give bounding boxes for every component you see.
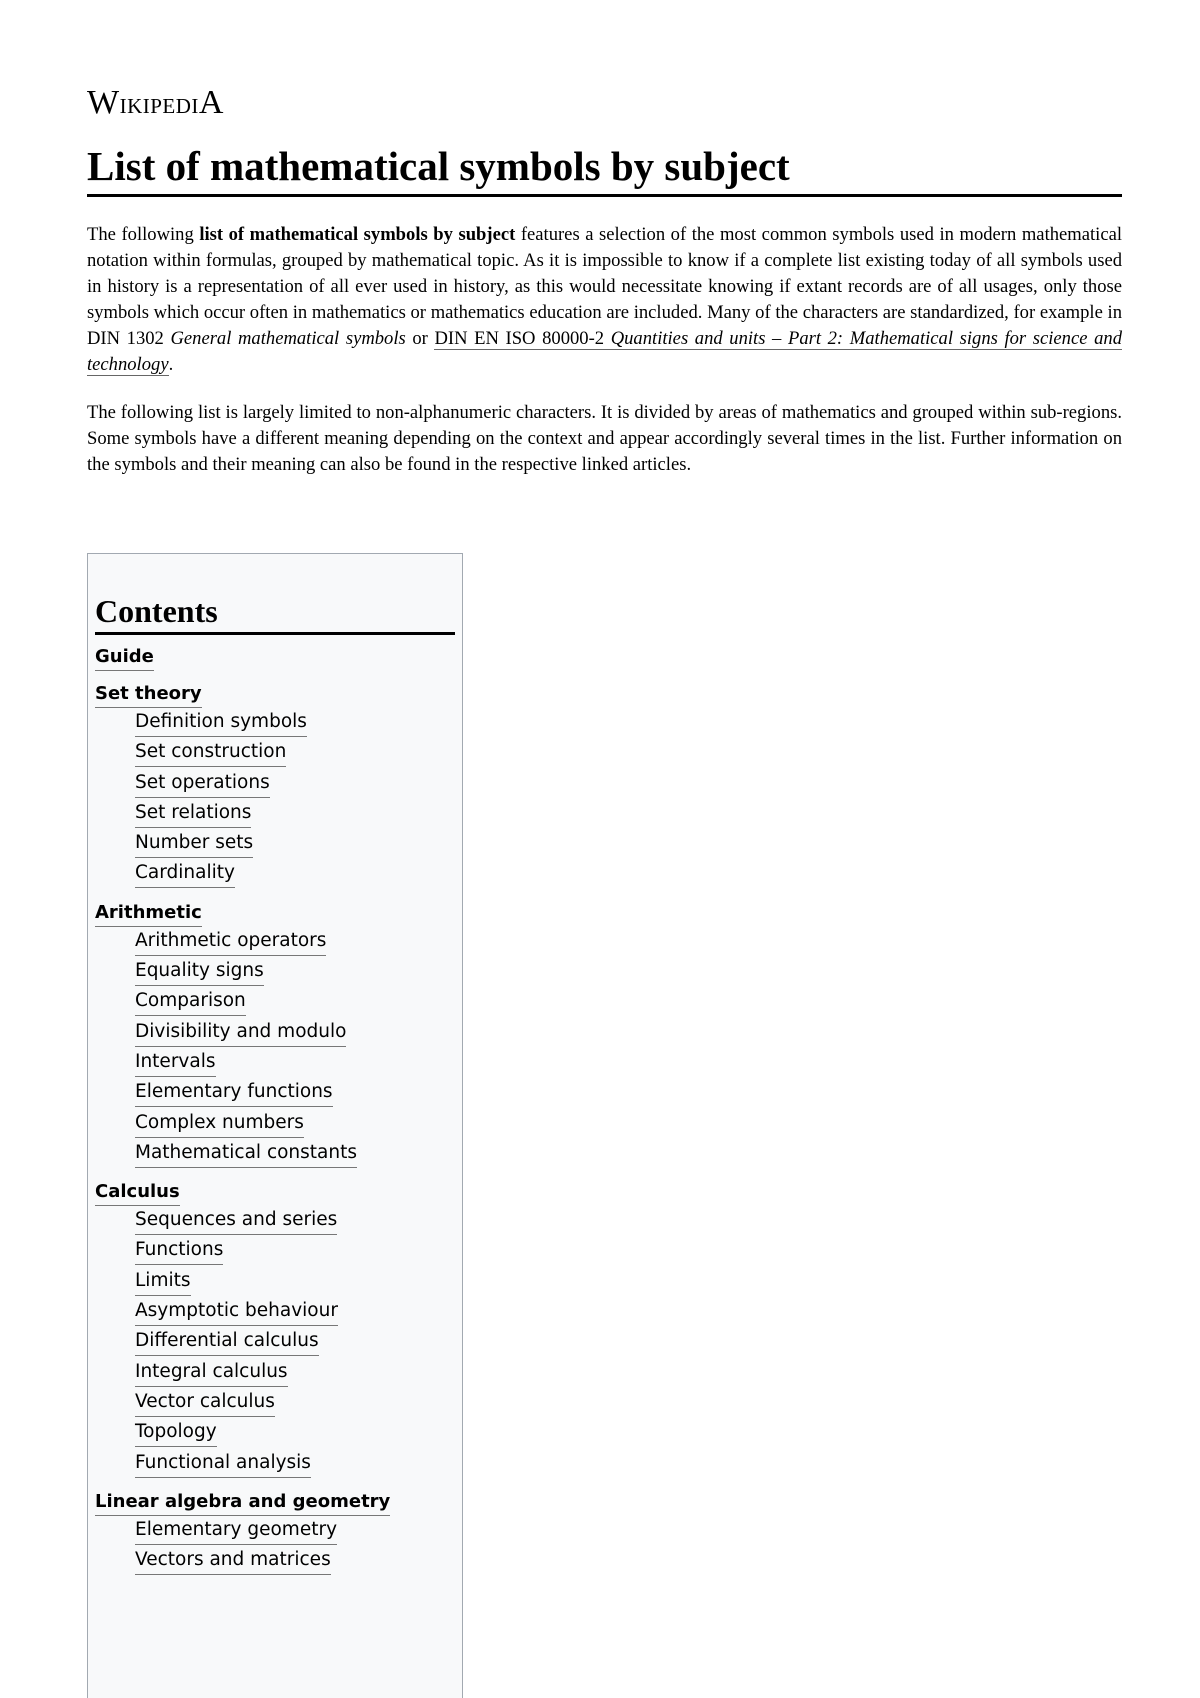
toc-subsection: [135, 1109, 455, 1139]
toc-subsection-link[interactable]: Intervals: [135, 1048, 216, 1077]
toc-subsection: [135, 799, 455, 829]
toc-subsection: [135, 829, 455, 859]
toc-subsection-link[interactable]: Differential calculus: [135, 1327, 319, 1356]
toc-subsection-link[interactable]: Mathematical constants: [135, 1139, 357, 1168]
toc-subsection: [135, 927, 455, 957]
toc-subsection-link[interactable]: Functional analysis: [135, 1449, 311, 1478]
toc-subsection: [135, 987, 455, 1017]
toc-section: [95, 900, 455, 1169]
toc-subsection-link[interactable]: Cardinality: [135, 859, 235, 888]
toc-subsection-link[interactable]: Vector calculus: [135, 1388, 275, 1417]
toc-subsection: [135, 1236, 455, 1266]
toc-subsection: [135, 1418, 455, 1448]
toc-subsection-link[interactable]: Set relations: [135, 799, 251, 828]
toc-subsection: [135, 1206, 455, 1236]
toc-subsection: [135, 1139, 455, 1169]
wikipedia-logo[interactable]: WikipediA: [87, 84, 224, 121]
toc-subsection: [135, 1048, 455, 1078]
toc-subsection-link[interactable]: Divisibility and modulo: [135, 1018, 346, 1047]
toc-subsection-list: [95, 708, 455, 890]
toc-subsection: [135, 738, 455, 768]
toc-subsection: [135, 1546, 455, 1576]
toc-subsection-list: [95, 927, 455, 1169]
toc-subsection-link[interactable]: Asymptotic behaviour: [135, 1297, 338, 1326]
toc-subsection: [135, 1388, 455, 1418]
toc-subsection-link[interactable]: Integral calculus: [135, 1358, 288, 1387]
toc-subsection-list: [95, 1516, 455, 1577]
toc-subsection: [135, 708, 455, 738]
toc-subsection-link[interactable]: Set operations: [135, 769, 270, 798]
table-of-contents: [87, 553, 463, 1698]
toc-subsection-link[interactable]: Arithmetic operators: [135, 927, 326, 956]
toc-subsection: [135, 957, 455, 987]
toc-title: Contents: [95, 591, 455, 635]
toc-section-link[interactable]: Arithmetic: [95, 900, 202, 927]
toc-section-link[interactable]: Linear algebra and geometry: [95, 1489, 390, 1516]
toc-subsection-link[interactable]: Elementary geometry: [135, 1516, 337, 1545]
toc-subsection-link[interactable]: Functions: [135, 1236, 223, 1265]
toc-section-link[interactable]: Guide: [95, 644, 154, 671]
toc-subsection-link[interactable]: Set construction: [135, 738, 286, 767]
toc-section: [95, 1179, 455, 1479]
toc-subsection: [135, 1267, 455, 1297]
toc-section: [95, 644, 455, 671]
toc-subsection-link[interactable]: Equality signs: [135, 957, 264, 986]
toc-subsection-link[interactable]: Vectors and matrices: [135, 1546, 331, 1575]
toc-subsection-link[interactable]: Topology: [135, 1418, 217, 1447]
toc-subsection-link[interactable]: Comparison: [135, 987, 246, 1016]
toc-subsection-link[interactable]: Limits: [135, 1267, 191, 1296]
iso-80000-2-link[interactable]: DIN EN ISO 80000-2 Quantities and units – Part 2: Mathematical signs for science and technology: [87, 328, 1122, 375]
intro-paragraph-1: The following list of mathematical symbols by subject features a selection of the most common symbols used in modern mathematical notation within formulas, grouped by mathematical topic. As it is impossible to know if a complete list existing today of all symbols used in history is a representation of all ever used in history, as this would necessitate knowing if extant records are of all usages, only those symbols which occur often in mathematics or mathematics education are included. Many of the characters are standardized, for example in DIN 1302 General mathematical symbols or DIN EN ISO 80000-2 Quantities and units – Part 2: Mathematical signs for science and technology.: [87, 224, 1122, 375]
toc-subsection-link[interactable]: Number sets: [135, 829, 253, 858]
toc-subsection-list: [95, 1206, 455, 1479]
toc-subsection: [135, 1358, 455, 1388]
toc-subsection: [135, 1018, 455, 1048]
toc-subsection: [135, 1078, 455, 1108]
toc-subsection: [135, 859, 455, 889]
toc-subsection-link[interactable]: Sequences and series: [135, 1206, 337, 1235]
toc-subsection: [135, 1449, 455, 1479]
toc-subsection-link[interactable]: Elementary functions: [135, 1078, 333, 1107]
toc-subsection-link[interactable]: Complex numbers: [135, 1109, 304, 1138]
intro-paragraph-2: The following list is largely limited to non-alphanumeric characters. It is divided by areas of mathematics and grouped within sub-regions. Some symbols have a different meaning depending on the context and appear accordingly several times in the list. Further information on the symbols and their meaning can also be found in the respective linked articles.: [87, 402, 1122, 475]
toc-section-link[interactable]: Calculus: [95, 1179, 180, 1206]
toc-subsection: [135, 1516, 455, 1546]
toc-subsection: [135, 1297, 455, 1327]
intro: [87, 222, 1122, 500]
toc-list: [95, 644, 455, 1576]
toc-subsection: [135, 769, 455, 799]
toc-subsection: [135, 1327, 455, 1357]
toc-subsection-link[interactable]: Definition symbols: [135, 708, 307, 737]
toc-section: [95, 681, 455, 890]
toc-section-link[interactable]: Set theory: [95, 681, 202, 708]
page-title: List of mathematical symbols by subject: [87, 138, 1122, 197]
toc-section: [95, 1489, 455, 1577]
